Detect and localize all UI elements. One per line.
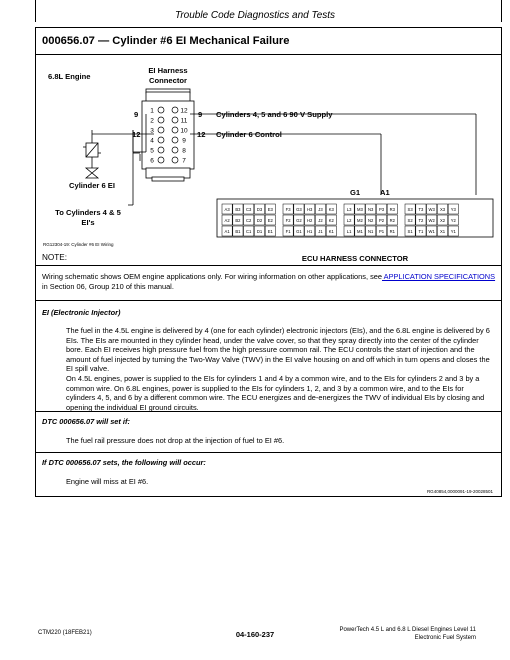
ecu-cavity-label-W1: W1 [428, 228, 435, 234]
pin-socket-2 [158, 117, 164, 123]
ecu-cavity-label-W3: W3 [428, 206, 435, 212]
pin-label-3: 3 [150, 127, 154, 135]
ecu-cavity-label-L2: L2 [346, 217, 352, 223]
occur-text: Engine will miss at EI #6. [66, 477, 149, 486]
ei-harness-connector [142, 89, 194, 181]
ecu-cavity-label-A2: A2 [224, 217, 230, 223]
ecu-cavity-label-R2: R2 [389, 217, 395, 223]
ecu-cavity-label-C2: C2 [246, 217, 252, 223]
ecu-cavity-label-J3: J3 [318, 206, 323, 212]
ecu-cavity-label-A3: A3 [224, 206, 230, 212]
application-specifications-link[interactable]: APPLICATION SPECIFICATIONS [382, 272, 496, 281]
ei-paragraph-1: The fuel in the 4.5L engine is delivered by 4 (one for each cylinder) electronic injectors (EIs), and the 6.8L engine is delivered by 6 EIs. The EIs are mounted in they cylinder head, under the valve cover, so that they spray directly into the center of the cylinder bore. Each EI receives high pressure fuel from the high pressure common rail. The ECU controls the start of injection and the amount of fuel injected by turning the Two-Way Valve (TWV) in the EI valve housing on and off which in turn opens and closes the EI spill valve. [66, 326, 490, 373]
ecu-cavity-label-Y2: Y2 [450, 217, 456, 223]
ei-heading: EI (Electronic Injector) [42, 308, 121, 317]
set-divider [36, 411, 501, 412]
ecu-cavity-label-X3: X3 [439, 206, 446, 212]
injector-label: Cylinder 6 EI [68, 181, 116, 190]
ecu-cavity-label-T3: T3 [418, 206, 424, 212]
ecu-cavity-label-D2: D2 [256, 217, 263, 223]
pin-socket-8 [172, 147, 178, 153]
ecu-cavity-label-D3: D3 [256, 206, 263, 212]
ecu-cavity-label-M1: M1 [356, 228, 363, 234]
ecu-connector-label: ECU HARNESS CONNECTOR [301, 254, 409, 263]
ecu-cavity-label-Y1: Y1 [450, 228, 456, 234]
wire-12-left-number: 12 [132, 130, 141, 139]
pin-label-5: 5 [150, 147, 154, 155]
ecu-cavity-label-E2: E2 [267, 217, 273, 223]
footer-right-line-1: PowerTech 4.5 L and 6.8 L Diesel Engines Level 11 [339, 627, 476, 633]
note-text-before: Wiring schematic shows OEM engine applications only. For wiring information on other applications, see [42, 272, 382, 281]
pin-label-11: 11 [180, 117, 188, 125]
pin-socket-6 [158, 157, 164, 163]
page-header: Trouble Code Diagnostics and Tests [174, 10, 336, 21]
wire-9-right-number: 9 [198, 110, 203, 119]
ecu-cavity-label-H2: H2 [307, 217, 313, 223]
pin-label-4: 4 [150, 137, 154, 145]
note-label: NOTE: [42, 253, 68, 262]
pin-socket-12 [172, 107, 178, 113]
pin-socket-10 [172, 127, 178, 133]
ecu-cavity-label-J2: J2 [318, 217, 323, 223]
ecu-cavity-label-N3: N3 [368, 206, 374, 212]
g1-label: G1 [350, 188, 361, 197]
wire-12-right-number: 12 [197, 130, 206, 139]
ecu-cavity-label-M2: M2 [356, 217, 363, 223]
note-text-after: in Section 06, Group 210 of this manual. [42, 281, 174, 291]
ecu-cavity-label-X2: X2 [439, 217, 446, 223]
a1-label: A1 [380, 188, 390, 197]
figure-reference: RG12304-19: Cylinder #6 EI Wiring [43, 242, 114, 247]
occur-heading: If DTC 000656.07 sets, the following will occur: [42, 458, 206, 467]
ecu-cavity-label-X1: X1 [439, 228, 446, 234]
to-cylinders-label-1: To Cylinders 4 & 5 [55, 208, 121, 217]
section-title: 000656.07 — Cylinder #6 EI Mechanical Failure [42, 35, 290, 47]
engine-label: 6.8L Engine [48, 72, 91, 81]
ecu-cavity-label-P2: P2 [378, 217, 385, 223]
ecu-cavity-label-G1: G1 [296, 228, 302, 234]
occur-divider [36, 452, 501, 453]
ecu-cavity-label-N2: N2 [368, 217, 374, 223]
ecu-cavity-label-N1: N1 [368, 228, 374, 234]
ecu-cavity-label-D1: D1 [256, 228, 263, 234]
ecu-cavity-label-M3: M3 [356, 206, 363, 212]
pin-socket-11 [172, 117, 178, 123]
ecu-cavity-label-T2: T2 [418, 217, 424, 223]
ecu-cavity-label-J1: J1 [318, 228, 323, 234]
pin-socket-3 [158, 127, 164, 133]
injector-symbol [83, 130, 101, 178]
pin-label-7: 7 [182, 157, 186, 165]
ei-paragraph-2: On 4.5L engines, power is supplied to the EIs for cylinders 1 and 4 by a common wire, and to the EIs for cylinders 2 and 3 by a common wire. On 6.8L engines, power is supplied to the EIs for cylinders 1, 2, and 3 by a common wire, and to the EIs for cylinders 4, 5, and 6 by a different common wire. The ECU energizes and de-energizes the TWV of individual EIs by closing and opening the individual EI ground circuits. [66, 374, 485, 412]
ecu-cavity-label-S3: S3 [407, 206, 413, 212]
ecu-cavity-label-S2: S2 [407, 217, 413, 223]
footer-right-line-2: Electronic Fuel System [414, 635, 476, 641]
ecu-cavity-label-L3: L3 [346, 206, 352, 212]
ecu-cavity-label-K1: K1 [328, 228, 334, 234]
ecu-cavity-label-P1: P1 [378, 228, 385, 234]
to-cylinders-label-2: EI's [81, 218, 95, 227]
ecu-cavity-label-F3: F3 [285, 206, 291, 212]
pin-label-12: 12 [180, 107, 188, 115]
pin-label-2: 2 [150, 117, 154, 125]
wire-9-label: Cylinders 4, 5 and 6 90 V Supply [216, 110, 333, 119]
set-heading: DTC 000656.07 will set if: [42, 417, 130, 426]
ecu-cavity-label-F1: F1 [285, 228, 291, 234]
ecu-harness-connector [217, 199, 493, 237]
ecu-cavity-label-A1: A1 [224, 228, 230, 234]
wire-9-left-number: 9 [134, 110, 139, 119]
pin-socket-9 [172, 137, 178, 143]
ecu-cavity-label-F2: F2 [285, 217, 291, 223]
ecu-cavity-label-C1: C1 [246, 228, 252, 234]
ecu-cavity-label-P3: P3 [378, 206, 385, 212]
pin-label-1: 1 [150, 107, 154, 115]
ecu-cavity-label-B2: B2 [235, 217, 241, 223]
ecu-cavity-label-L1: L1 [346, 228, 352, 234]
footer-right [339, 626, 476, 642]
section-frame [35, 27, 502, 497]
ecu-cavity-label-G3: G3 [296, 206, 302, 212]
ecu-cavity-label-T1: T1 [418, 228, 424, 234]
footer-left: CTM220 (18FEB21) [38, 630, 92, 636]
ecu-cavity-label-H1: H1 [307, 228, 313, 234]
ecu-cavity-label-K3: K3 [328, 206, 334, 212]
ecu-cavity-label-S1: S1 [407, 228, 413, 234]
pin-socket-4 [158, 137, 164, 143]
set-text: The fuel rail pressure does not drop at the injection of fuel to EI #6. [66, 436, 285, 445]
pin-label-9: 9 [182, 137, 186, 145]
pin-label-8: 8 [182, 147, 186, 155]
pin-label-6: 6 [150, 157, 154, 165]
ecu-cavity-label-W2: W2 [428, 217, 435, 223]
document-code: RG40854,0000091-19-20028501 [426, 489, 493, 494]
note-divider [36, 265, 501, 266]
ecu-cavity-label-B1: B1 [235, 228, 241, 234]
ecu-cavity-label-R1: R1 [389, 228, 395, 234]
ecu-cavity-label-Y3: Y3 [450, 206, 456, 212]
note-text [42, 272, 496, 291]
ecu-cavity-label-K2: K2 [328, 217, 334, 223]
ecu-cavity-label-H3: H3 [307, 206, 313, 212]
harness-label-2: Connector [149, 76, 187, 85]
pin-socket-1 [158, 107, 164, 113]
pin-socket-7 [172, 157, 178, 163]
ecu-cavity-label-G2: G2 [296, 217, 302, 223]
pin-socket-5 [158, 147, 164, 153]
ei-divider [36, 300, 501, 301]
ecu-cavity-label-B3: B3 [235, 206, 241, 212]
harness-label-1: EI Harness [148, 66, 188, 75]
wire-12-label: Cylinder 6 Control [216, 130, 282, 139]
pin-label-10: 10 [180, 127, 188, 135]
page-number: 04-160-237 [235, 630, 275, 639]
ecu-cavity-label-R3: R3 [389, 206, 395, 212]
ecu-cavity-label-E1: E1 [267, 228, 273, 234]
ecu-cavity-label-C3: C3 [246, 206, 252, 212]
ecu-cavity-label-E3: E3 [267, 206, 273, 212]
